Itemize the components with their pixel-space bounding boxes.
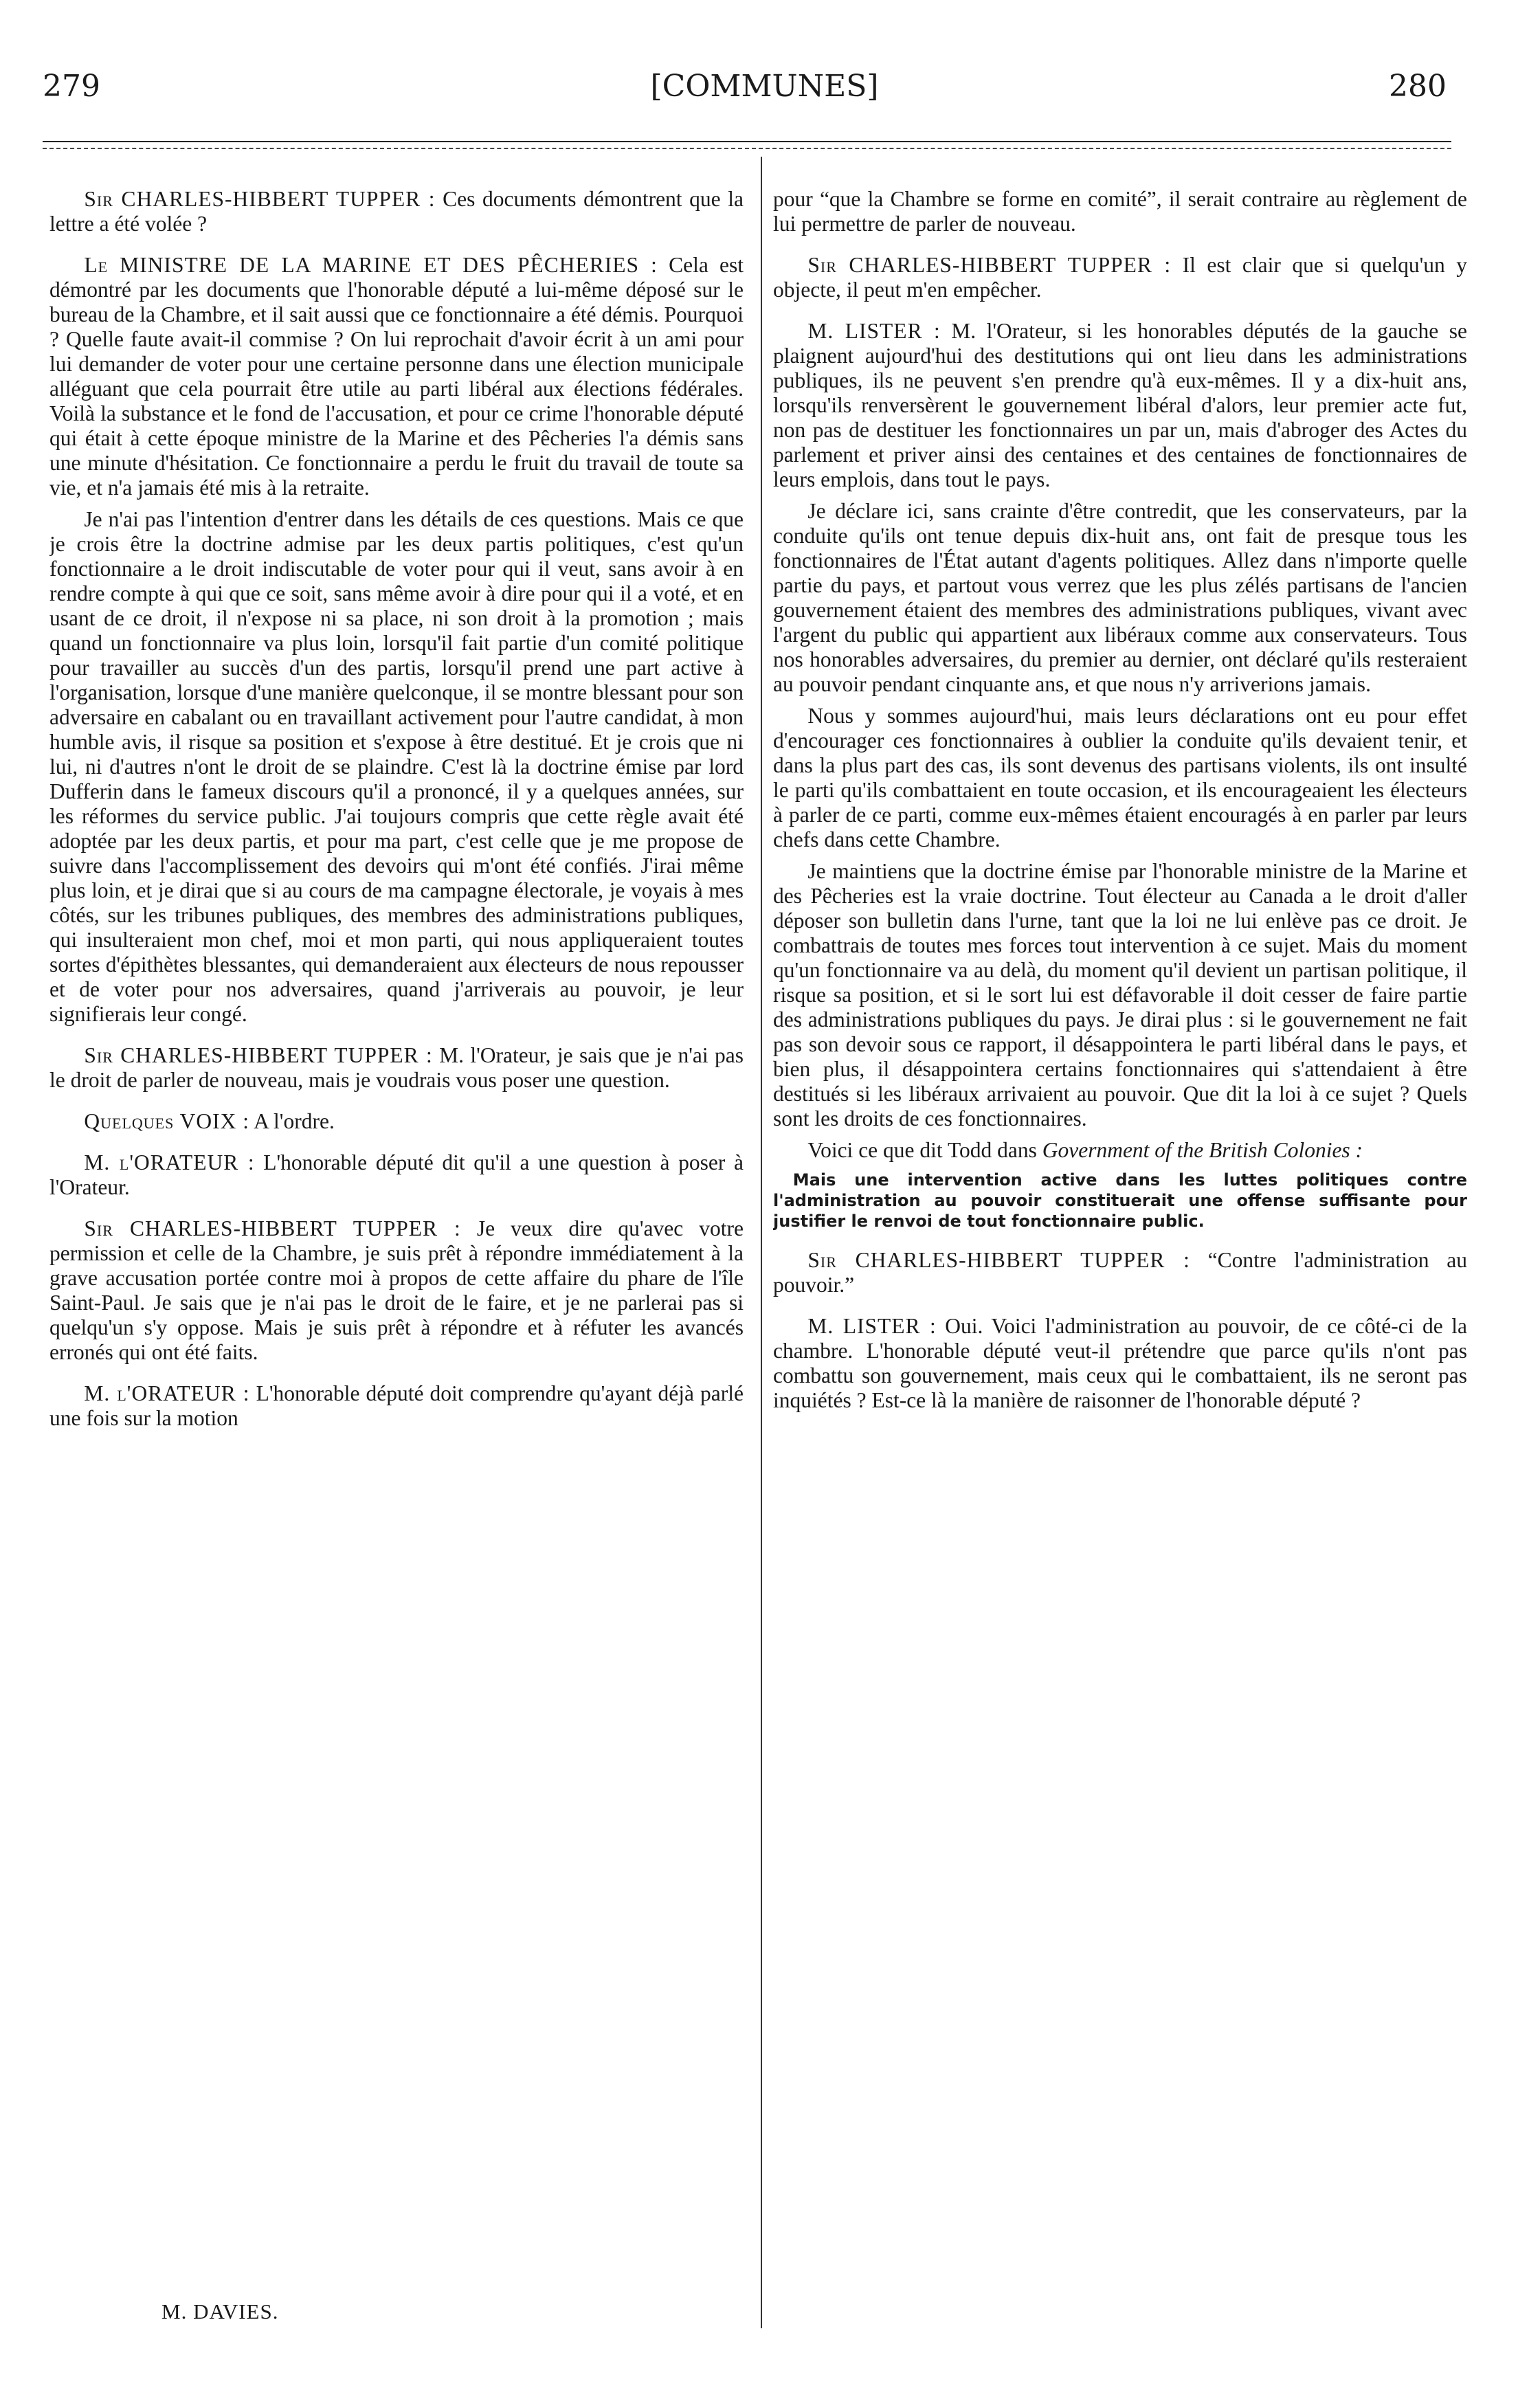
paragraph (49, 253, 744, 500)
speech-text: L'honorable député dit qu'il a une question à poser à l'Orateur. (49, 1150, 744, 1199)
paragraph: Nous y sommes aujourd'hui, mais leurs déclarations ont eu pour effet d'encourager ces fonctionnaires à oublier la conduite qu'ils devaient tenir, et dans la plus part des cas, ils sont devenus des partisans violents, ils ont insulté le parti qu'ils combattaient en toute occasion, et ils encourageaient les électeurs à parler de ce parti, comme eux-mêmes étaient encouragés à en parler par leurs chefs dans cette Chambre. (773, 704, 1467, 851)
paragraph (49, 1150, 744, 1200)
header-rule-dashed (43, 148, 1451, 149)
speaker-name: Sir CHARLES-HIBBERT TUPPER : (84, 187, 436, 211)
paragraph: Je déclare ici, sans crainte d'être contredit, que les conservateurs, par la conduite qu'ils ont tenue depuis dix-huit ans, ont fait de presque tous les fonctionnaires de l'État autant d'agents politiques. Allez dans n'importe quelle partie du pays, et partout vous verrez que les plus zélés partisans de l'ancien gouvernement étaient des membres des administrations publiques, vivant avec l'argent du public qui appartient aux libéraux comme aux conservateurs. Tous nos honorables adversaires, du premier au dernier, ont déclaré qu'ils resteraient au pouvoir pendant cinquante ans, et que nous n'y arriverions jamais. (773, 499, 1467, 696)
speaker-name: Sir CHARLES-HIBBERT TUPPER : (84, 1216, 461, 1240)
speaker-name: M. LISTER : (807, 1314, 937, 1338)
speaker-name: M. l'ORATEUR : (84, 1150, 255, 1174)
speaker-name: Quelques VOIX : (84, 1109, 250, 1133)
page-number-left: 279 (43, 69, 100, 104)
header-rule (43, 141, 1451, 142)
speech-text: “Contre l'administration au pouvoir.” (773, 1248, 1467, 1297)
speaker-name: Sir CHARLES-HIBBERT TUPPER : (807, 253, 1172, 277)
column-divider (761, 157, 762, 2328)
speech-text: Cela est démontré par les documents que l'honorable député a lui-même déposé sur le bureau de la Chambre, et il sait aussi que ce fonctionnaire a été démis. Pourquoi ? Quelle faute avait-il commise ? On lui reprochait d'avoir écrit à un ami pour lui demander de voter pour une certaine personne dans une élection municipale alléguant que cela pourrait être utile au parti libéral aux élections fédérales. Voilà la substance et le fond de l'accusation, et pour ce crime l'honorable député qui était à cette époque ministre de la Marine et des Pêcheries l'a démis sans une minute d'hésitation. Ce fonctionnaire a perdu le fruit du travail de toute sa vie, et n'a jamais été mis à la retraite. (49, 253, 744, 500)
cited-work-title: Government of the British Colonies : (1042, 1138, 1363, 1162)
speaker-name: Le MINISTRE DE LA MARINE ET DES PÊCHERIES : (84, 253, 658, 277)
speech-text: Ces documents démontrent que la lettre a été volée ? (49, 187, 744, 236)
paragraph: Je n'ai pas l'intention d'entrer dans les détails de ces questions. Mais ce que je crois être la doctrine admise par les deux partis politiques, c'est qu'un fonctionnaire a le droit indiscutable de voter pour qui il veut, sans avoir à en rendre compte à qui que ce soit, sans même avoir à dire pour qui il a voté, et en usant de ce droit, il n'expose ni sa place, ni son droit à la promotion ; mais quand un fonctionnaire va plus loin, lorsqu'il fait partie d'un comité politique pour travailler au succès d'un des partis, lorsqu'il prend une part active à l'organisation, lorsque d'une manière quelconque, il se montre blessant pour son adversaire en cabalant ou en travaillant activement pour l'autre candidat, à mon humble avis, il risque sa position et s'expose à être destitué. Et je crois que ni lui, ni d'autres n'ont le droit de se plaindre. C'est là la doctrine émise par lord Dufferin dans le fameux discours qu'il a prononcé, il y a quelques années, sur les réformes du service public. J'ai toujours compris que cette règle avait été adoptée par les deux partis, et pour ma part, c'est celle que je me propose de suivre dans l'accomplissement des devoirs qui m'ont été confiés. J'irai même plus loin, et je dirai que si au cours de ma campagne électorale, je voyais à mes côtés, sur les tribunes publiques, des membres des administrations publiques, qui insulteraient mon chef, moi et mon parti, qui nous appliqueraient toutes sortes d'épithètes blessantes, qui demanderaient aux électeurs de nous repousser et de voter pour nos adversaires, quand j'arriverais au pouvoir, je leur signifierais leur congé. (49, 507, 744, 1026)
paragraph (773, 1314, 1467, 1413)
paragraph (49, 1216, 744, 1365)
paragraph (49, 187, 744, 236)
running-title: [COMMUNES] (650, 69, 879, 104)
footer-speaker-name: M. DAVIES. (161, 2299, 279, 2323)
speech-text: A l'ordre. (249, 1109, 335, 1133)
page-number-right: 280 (1389, 69, 1447, 104)
right-column (773, 187, 1467, 1420)
speaker-name: Sir CHARLES-HIBBERT TUPPER : (84, 1043, 433, 1067)
paragraph (49, 1109, 744, 1134)
paragraph (773, 1248, 1467, 1297)
speech-text: Voici ce que dit Todd dans (807, 1138, 1042, 1162)
left-column (49, 187, 744, 1438)
paragraph (49, 1043, 744, 1093)
paragraph (773, 319, 1467, 492)
page-header (0, 69, 1529, 117)
speech-text: L'honorable député doit comprendre qu'ayant déjà parlé une fois sur la motion (49, 1381, 744, 1430)
speech-text: Je veux dire qu'avec votre permission et celle de la Chambre, je suis prêt à répondre immédiatement à la grave accusation portée contre moi à propos de cette affaire du phare de l'île Saint-Paul. Je sais que je n'ai pas le droit de le faire, et je ne parlerai pas si quelqu'un s'y oppose. Mais je suis prêt à répondre et à réfuter les avancés erronés qui ont été faits. (49, 1216, 744, 1364)
speech-text: Il est clair que si quelqu'un y objecte, il peut m'en empêcher. (773, 253, 1467, 302)
speech-text: M. l'Orateur, si les honorables députés de la gauche se plaignent aujourd'hui des destitutions qui ont lieu dans les administrations publiques, ils ne peuvent s'en prendre qu'à eux-mêmes. Il y a dix-huit ans, lorsqu'ils renversèrent le gouvernement libéral d'alors, leur premier acte fut, non pas de destituer les fonctionnaires un par un, mais d'abroger des Actes du parlement et priver ainsi des centaines et des centaines de fonctionnaires de leurs emplois, dans tout le pays. (773, 319, 1467, 491)
speaker-name: M. l'ORATEUR : (84, 1381, 250, 1405)
speech-text: Oui. Voici l'administration au pouvoir, de ce côté-ci de la chambre. L'honorable député veut-il prétendre que parce qu'ils n'ont pas combattu son gouvernement, mais ceux qui le combattaient, ils ne seront pas inquiétés ? Est-ce là la manière de raisonner de l'honorable député ? (773, 1314, 1467, 1412)
block-quote: Mais une intervention active dans les luttes politiques contre l'administration au pouvoir constituerait une offense suffisante pour justifier le renvoi de tout fonctionnaire public. (773, 1170, 1467, 1231)
speaker-name: M. LISTER : (807, 319, 941, 343)
paragraph (49, 1381, 744, 1431)
speech-text: M. l'Orateur, je sais que je n'ai pas le droit de parler de nouveau, mais je voudrais vous poser une question. (49, 1043, 744, 1092)
paragraph (773, 1138, 1467, 1163)
paragraph (773, 253, 1467, 302)
paragraph: pour “que la Chambre se forme en comité”, il serait contraire au règlement de lui permettre de parler de nouveau. (773, 187, 1467, 236)
paragraph: Je maintiens que la doctrine émise par l'honorable ministre de la Marine et des Pêcheries est la vraie doctrine. Tout électeur au Canada a le droit d'aller déposer son bulletin dans l'urne, tant que la loi ne lui enlève pas ce droit. Je combattrais de toutes mes forces tout intervention à ce sujet. Mais du moment qu'un fonctionnaire va au delà, du moment qu'il devient un partisan politique, il risque sa position, et si le sort lui est défavorable il doit cesser de faire partie des administrations publiques du pays. Je dirai plus : si le gouvernement ne fait pas son devoir sous ce rapport, il désappointera le parti libéral dans le pays, et bien plus, il désappointera certains fonctionnaires qui s'attendaient à être destitués si les libéraux arrivaient au pouvoir. Que dit la loi à ce sujet ? Quels sont les droits de ces fonctionnaires. (773, 859, 1467, 1130)
speaker-name: Sir CHARLES-HIBBERT TUPPER : (807, 1248, 1190, 1272)
